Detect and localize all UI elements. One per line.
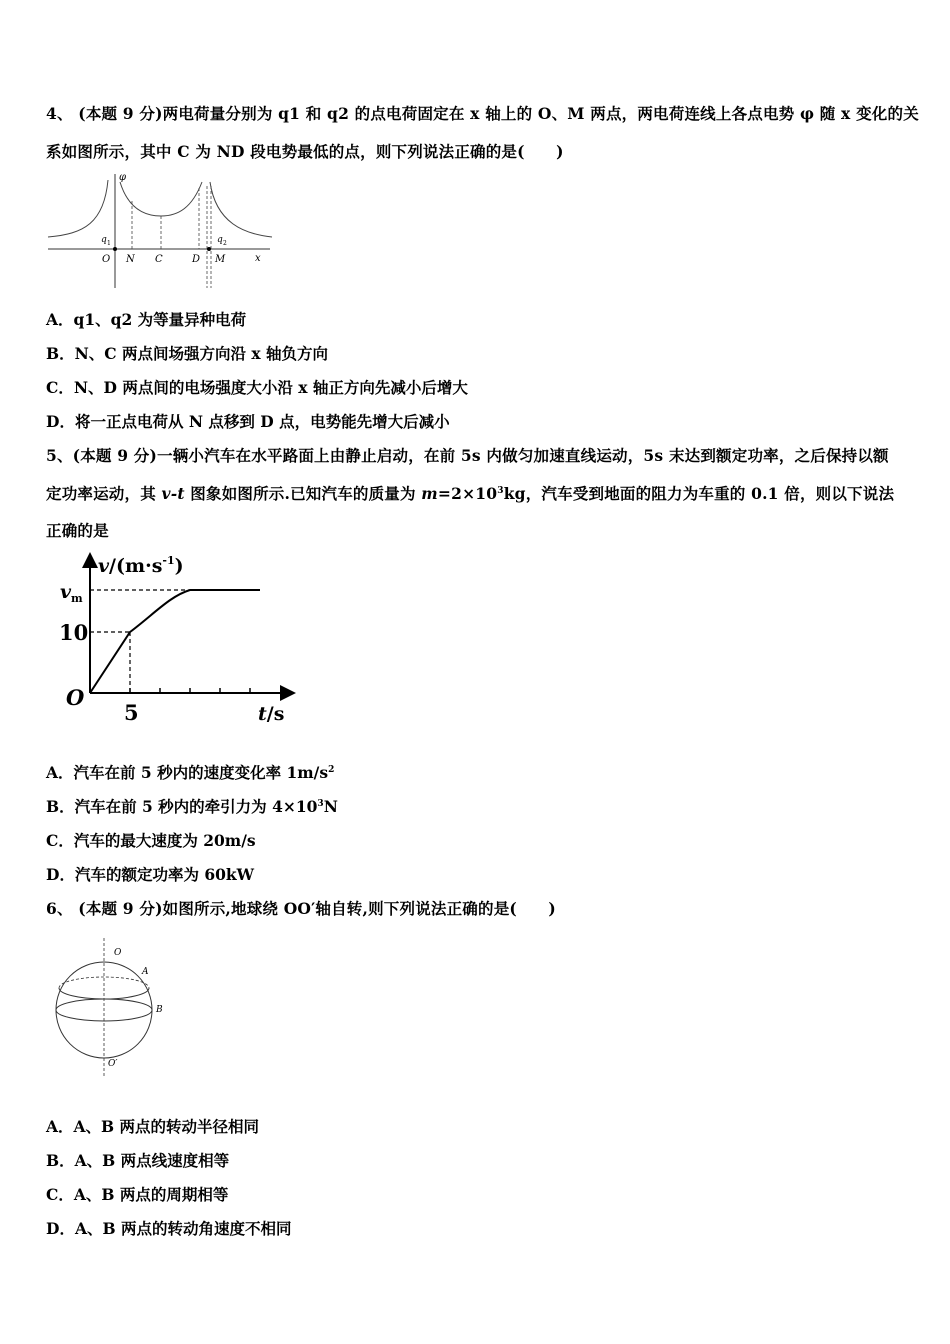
q6-earth-diagram — [50, 936, 178, 1080]
q4-charge1-dot — [113, 247, 117, 251]
q5-option-b-exp: 3 — [317, 799, 324, 809]
q4-stem-line2: 系如图所示，其中 C 为 ND 段电势最低的点，则下列说法正确的是( ) — [46, 142, 564, 161]
q6-option-b: B．A、B 两点线速度相等 — [46, 1151, 230, 1170]
q5-vt-curve — [90, 590, 260, 693]
q6-option-a: A．A、B 两点的转动半径相同 — [46, 1117, 260, 1136]
q4-q2-sub: 2 — [223, 240, 227, 247]
q5-stem-line1: 5、(本题 9 分)一辆小汽车在水平路面上由静止启动，在前 5s 内做匀加速直线运动，5s 末达到额定功率，之后保持以额 — [46, 446, 889, 465]
q5-option-b-tail: N — [323, 797, 338, 816]
q6-label-A: A — [142, 967, 149, 977]
q5-option-b — [46, 795, 338, 817]
q5-option-d: D．汽车的额定功率为 60kW — [46, 865, 255, 884]
q5-line2-c: =2×10 — [437, 484, 498, 503]
q5-line2-b: 图象如图所示.已知汽车的质量为 — [184, 484, 422, 503]
q4-point-D: D — [192, 254, 201, 265]
q5-tick-10: 10 — [59, 620, 89, 645]
q5-tick-5: 5 — [124, 700, 139, 725]
q4-point-N: N — [126, 254, 135, 265]
q6-stem-line1: 6、 (本题 9 分)如图所示,地球绕 OO′轴自转,则下列说法正确的是( ) — [46, 899, 556, 918]
q4-q2-label: q — [217, 235, 223, 245]
q5-xlabel: t/s — [258, 703, 285, 725]
q4-charge2-dot — [207, 247, 211, 251]
q5-origin: O — [66, 685, 85, 710]
q5-line2-vt: v-t — [161, 484, 185, 503]
q4-point-C: C — [155, 254, 163, 265]
q5-stem-line3: 正确的是 — [46, 521, 109, 540]
q4-left-curve — [48, 180, 108, 237]
q4-right-curve — [210, 182, 272, 237]
q4-option-c: C．N、D 两点间的电场强度大小沿 x 轴正方向先减小后增大 — [46, 378, 468, 397]
q5-line2-exp: 3 — [497, 486, 504, 496]
q4-point-M: M — [215, 254, 226, 265]
q5-line2-d: kg，汽车受到地面的阻力为车重的 0.1 倍，则以下说法 — [503, 484, 895, 503]
q6-option-c: C．A、B 两点的周期相等 — [46, 1185, 229, 1204]
q6-label-O-prime: O′ — [108, 1059, 118, 1069]
q4-middle-curve — [120, 182, 202, 216]
q6-option-d: D．A、B 两点的转动角速度不相同 — [46, 1219, 292, 1238]
q4-option-b: B．N、C 两点间场强方向沿 x 轴负方向 — [46, 344, 329, 363]
q5-option-a-exp: 2 — [328, 765, 335, 775]
q5-line2-a: 定功率运动，其 — [46, 484, 162, 503]
q4-option-d: D．将一正点电荷从 N 点移到 D 点，电势能先增大后减小 — [46, 412, 450, 431]
q4-option-a: A．q1、q2 为等量异种电荷 — [46, 310, 247, 329]
q4-x-label: x — [255, 253, 261, 264]
q5-line2-m: m — [421, 484, 438, 503]
q5-option-a-text: A．汽车在前 5 秒内的速度变化率 1m/s — [46, 763, 329, 782]
q5-option-c: C．汽车的最大速度为 20m/s — [46, 831, 256, 850]
q6-label-O: O — [114, 948, 122, 958]
q6-label-B: B — [156, 1005, 163, 1015]
q5-vm-label: $v_m$ — [60, 581, 83, 605]
q4-point-O: O — [102, 254, 111, 265]
q5-vt-graph — [56, 548, 300, 728]
q4-potential-graph — [44, 168, 276, 292]
q5-stem-line2 — [46, 482, 894, 504]
q4-q1-label: q — [101, 235, 107, 245]
q4-q1-sub: 1 — [107, 240, 111, 247]
q5-option-b-text: B．汽车在前 5 秒内的牵引力为 4×10 — [46, 797, 318, 816]
q5-ylabel: $v/(m\cdot s^{-1})$ — [98, 554, 184, 577]
q4-stem-line1: 4、 (本题 9 分)两电荷量分别为 q1 和 q2 的点电荷固定在 x 轴上的 O、M 两点，两电荷连线上各点电势 φ 随 x 变化的关 — [46, 104, 919, 123]
q5-option-a — [46, 761, 334, 783]
q4-phi-label: φ — [119, 172, 127, 183]
